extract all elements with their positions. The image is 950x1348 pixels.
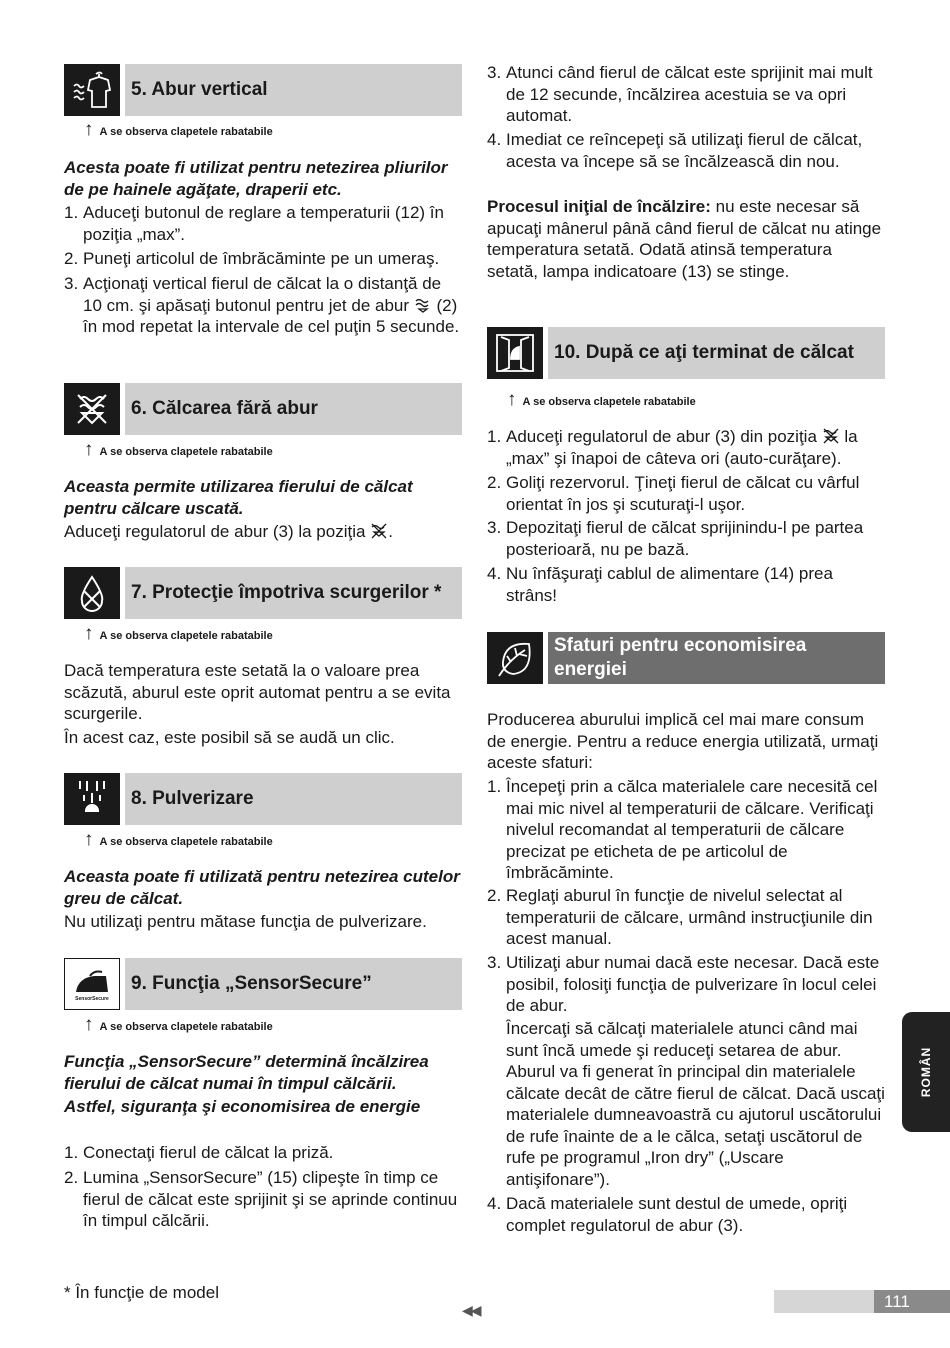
section-5-header <box>64 64 462 116</box>
section-9-intro-2: Astfel, siguranţa şi economisirea de energie <box>64 1097 421 1116</box>
self-clean-icon <box>822 428 840 444</box>
energy-title: Sfaturi pentru economisirea energiei <box>548 632 885 684</box>
section-6-header <box>64 383 462 435</box>
energy-intro: Producerea aburului implică cel mai mare consum de energie. Pentru a reduce energia utilizată, urmaţi aceste sfaturi: <box>487 710 879 772</box>
section-7-header <box>64 567 462 619</box>
no-steam-icon <box>64 383 120 435</box>
section-6-intro: Aceasta permite utilizarea fierului de călcat pentru călcare uscată. <box>64 477 413 518</box>
note-text: A se observa clapetele rabatabile <box>99 836 273 848</box>
note-flaps-6 <box>84 439 273 460</box>
note-text: A se observa clapetele rabatabile <box>522 396 696 408</box>
note-flaps-8 <box>84 829 273 850</box>
nav-arrows-icon: ◀◀ <box>462 1302 480 1318</box>
no-steam-small-icon <box>370 523 388 539</box>
list-item: 4. Imediat ce reîncepeţi să utilizaţi fierul de călcat, acesta va începe să se încălzească din nou. <box>487 130 863 171</box>
up-arrow-icon: ↑ <box>84 439 94 460</box>
section-7-text-2: În acest caz, este posibil să se audă un clic. <box>64 728 395 747</box>
leaf-icon <box>487 632 543 684</box>
list-item: 2. Lumina „SensorSecure” (15) clipeşte în timp ce fierul de călcat este sprijinit şi se aprinde continuu în timpul călcării. <box>64 1168 458 1230</box>
up-arrow-icon: ↑ <box>507 389 517 410</box>
section-8-header <box>64 773 462 825</box>
list-item: 4. Dacă materialele sunt destul de umede, opriţi complet regulatorul de abur (3). <box>487 1194 848 1235</box>
note-flaps-5 <box>84 119 273 140</box>
list-item: 1. Aduceţi butonul de reglare a temperaturii (12) în poziţia „max”. <box>64 203 444 244</box>
list-item: 3. Utilizaţi abur numai dacă este necesar. Dacă este posibil, folosiţi funcţia de pulverizare în locul celei de abur. <box>487 953 880 1015</box>
section-8-intro: Aceasta poate fi utilizată pentru netezirea cutelor greu de călcat. <box>64 867 460 908</box>
up-arrow-icon: ↑ <box>84 829 94 850</box>
vertical-steam-icon <box>64 64 120 116</box>
section-9-header <box>64 958 462 1010</box>
section-5-title: 5. Abur vertical <box>125 64 462 116</box>
section-10-header <box>487 327 885 379</box>
up-arrow-icon: ↑ <box>84 1014 94 1035</box>
list-item: 2. Puneţi articolul de îmbrăcăminte pe un umeraş. <box>64 249 440 268</box>
up-arrow-icon: ↑ <box>84 119 94 140</box>
energy-header <box>487 632 885 684</box>
note-text: A se observa clapetele rabatabile <box>99 630 273 642</box>
note-text: A se observa clapetele rabatabile <box>99 126 273 138</box>
section-6-text: Aduceţi regulatorul de abur (3) la poziţia . <box>64 522 393 541</box>
list-item: 2. Goliţi rezervorul. Ţineţi fierul de călcat cu vârful orientat în jos şi scuturaţi-l uşor. <box>487 473 860 514</box>
page-number: 111 <box>874 1290 950 1313</box>
note-flaps-9 <box>84 1014 273 1035</box>
list-item: 3. Atunci când fierul de călcat este sprijinit mai mult de 12 secunde, încălzirea acestuia se va opri automat. <box>487 63 873 125</box>
note-text: A se observa clapetele rabatabile <box>99 1021 273 1033</box>
note-text: A se observa clapetele rabatabile <box>99 446 273 458</box>
section-8-title: 8. Pulverizare <box>125 773 462 825</box>
list-item: 1. Conectaţi fierul de călcat la priză. <box>64 1143 334 1162</box>
section-7-title: 7. Protecţie împotriva scurgerilor * <box>125 567 462 619</box>
note-flaps-10 <box>507 389 696 410</box>
language-tab: ROMÂN <box>902 1012 950 1132</box>
footnote: * În funcţie de model <box>64 1283 219 1302</box>
section-8-text: Nu utilizaţi pentru mătase funcţia de pulverizare. <box>64 912 427 931</box>
note-flaps-7 <box>84 623 273 644</box>
section-9-intro-1: Funcţia „SensorSecure” determină încălzirea fierului de călcat numai în timpul călcării. <box>64 1052 429 1093</box>
list-item: 1. Începeţi prin a călca materialele care necesită cel mai mic nivel al temperaturii de călcare. Verificaţi nivelul recomandat al temperaturii de călcare precizat pe eticheta de pe articolul de îmbrăcăminte. <box>487 777 878 882</box>
section-6-title: 6. Călcarea fără abur <box>125 383 462 435</box>
list-item: 3. Depozitaţi fierul de călcat sprijinindu-l pe partea posterioară, nu pe bază. <box>487 518 864 559</box>
storage-icon <box>487 327 543 379</box>
up-arrow-icon: ↑ <box>84 623 94 644</box>
anti-drip-icon <box>64 567 120 619</box>
sensorsecure-icon: SensorSecure <box>64 958 120 1010</box>
heating-process-text: Procesul iniţial de încălzire: nu este necesar să apucaţi mânerul până când fierul de călcat nu atinge temperatura setată. Odată atinsă temperatura setată, lampa indicatoare (13) se stinge. <box>487 197 882 281</box>
section-5-intro: Acesta poate fi utilizat pentru netezirea pliurilor de pe hainele agăţate, draperii etc. <box>64 158 448 199</box>
list-item: 3. Acţionaţi vertical fierul de călcat la o distanţă de 10 cm. şi apăsaţi butonul pentru jet de abur (2) în mod repetat la intervale de cel puţin 5 secunde. <box>64 274 460 336</box>
spray-icon <box>64 773 120 825</box>
list-item: 1. Aduceţi regulatorul de abur (3) din poziţia la „max” şi înapoi de câteva ori (auto-curăţare). <box>487 427 858 468</box>
list-item: 4. Nu înfăşuraţi cablul de alimentare (14) prea strâns! <box>487 564 833 605</box>
section-10-title: 10. După ce aţi terminat de călcat <box>548 327 885 379</box>
list-item: 2. Reglaţi aburul în funcţie de nivelul selectat al temperaturii de călcare, urmând instrucţiunile din acest manual. <box>487 886 873 948</box>
steam-burst-icon <box>414 297 432 313</box>
section-9-title: 9. Funcţia „SensorSecure” <box>125 958 462 1010</box>
list-item: Încercaţi să călcaţi materialele atunci când mai sunt încă umede şi reduceţi setarea de abur. Aburul va fi generat în principal din materialele călcate decât de către fierul de călcat. Dacă uscaţi materialele dumneavoastră cu ajutorul uscătorului de rufe înainte de a le călca, setaţi uscătorul de rufe pe programul „Iron dry” („Uscare antişifonare”). <box>506 1019 885 1189</box>
section-7-text-1: Dacă temperatura este setată la o valoare prea scăzută, aburul este oprit automat pentru a se evita scurgerile. <box>64 661 451 723</box>
